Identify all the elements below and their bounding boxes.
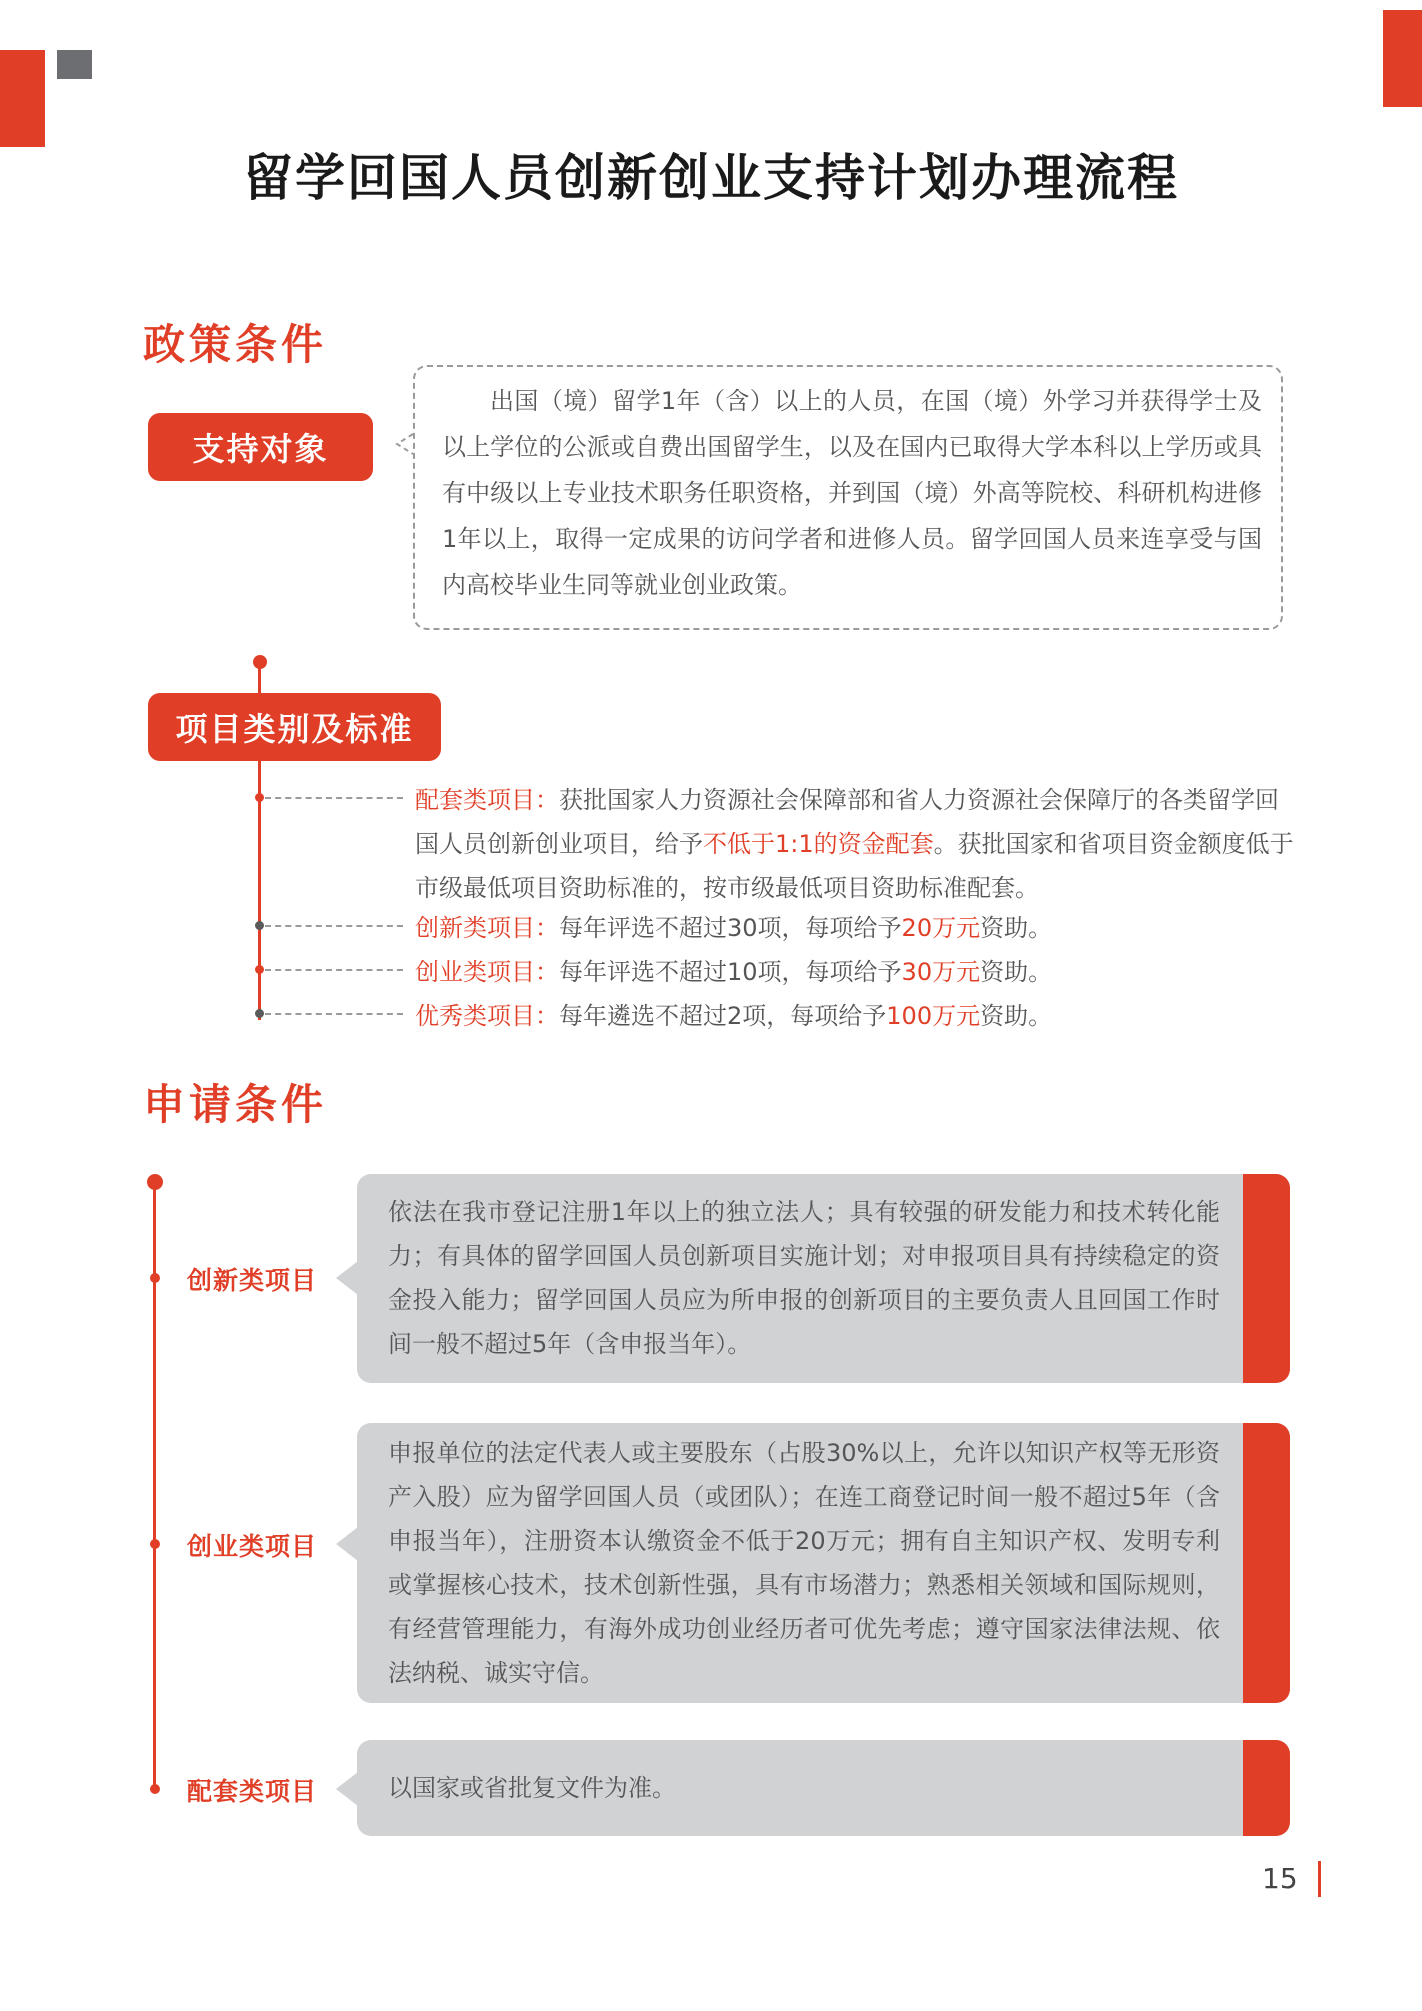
category-text: 每年遴选不超过2项，每项给予 [559, 1002, 887, 1030]
support-target-text: 出国（境）留学1年（含）以上的人员，在国（境）外学习并获得学士及以上学位的公派或自费出国留学生，以及在国内已取得大学本科以上学历或具有中级以上专业技术职务任职资格，并到国（境）外高等院校、科研机构进修1年以上，取得一定成果的访问学者和进修人员。留学回国人员来连享受与国内高校毕业生同等就业创业政策。 [442, 387, 1262, 599]
category-text: 资助。 [980, 958, 1053, 986]
category-item [415, 906, 1295, 950]
category-dot [255, 793, 264, 802]
category-text: 资助。 [980, 914, 1053, 942]
page-number-divider [1318, 1861, 1321, 1897]
speech-pointer-icon [336, 1527, 358, 1561]
box-accent-strip [1243, 1740, 1290, 1836]
section-heading-policy: 政策条件 [143, 320, 328, 369]
category-name: 创新类项目： [415, 914, 559, 942]
application-item-label: 配套类项目 [187, 1777, 318, 1806]
page-number: 15 [1262, 1862, 1298, 1895]
application-item-label: 创业类项目 [187, 1532, 318, 1561]
category-connector-line [265, 797, 403, 799]
category-text: 。获批国家和省项目资金额度低于市级最低项目资助标准的，按市级最低项目资助标准配套。 [415, 830, 1294, 902]
application-dot [150, 1784, 160, 1794]
category-text: 资助。 [980, 1002, 1053, 1030]
category-name: 创业类项目： [415, 958, 559, 986]
box-accent-strip [1243, 1174, 1290, 1383]
category-dot [255, 1009, 264, 1018]
speech-pointer-icon [336, 1772, 358, 1806]
application-item-label: 创新类项目 [187, 1266, 318, 1295]
category-dot [255, 965, 264, 974]
category-text: 获批国家人力资源社会保障部和省人力资源社会保障厅的各类留学回国人员创新创业项目，给予 [415, 786, 1279, 858]
category-highlight: 100万元 [886, 1002, 981, 1030]
application-dot [150, 1273, 160, 1283]
decorative-gray-square [57, 50, 92, 79]
category-name: 配套类项目： [415, 786, 559, 814]
category-text: 每年评选不超过10项，每项给予 [559, 958, 902, 986]
category-connector-line [265, 925, 403, 927]
application-item-text: 申报单位的法定代表人或主要股东（占股30%以上，允许以知识产权等无形资产入股）应为留学回国人员（或团队）；在连工商登记时间一般不超过5年（含申报当年），注册资本认缴资金不低于20万元；拥有自主知识产权、发明专利或掌握核心技术，技术创新性强，具有市场潜力；熟悉相关领域和国际规则，有经营管理能力，有海外成功创业经历者可优先考虑；遵守国家法律法规、依法纳税、诚实守信。 [388, 1439, 1220, 1687]
category-highlight: 30万元 [901, 958, 981, 986]
category-name: 优秀类项目： [415, 1002, 559, 1030]
category-item [415, 950, 1295, 994]
application-dot [150, 1539, 160, 1549]
box-accent-strip [1243, 1423, 1290, 1703]
application-item-text: 依法在我市登记注册1年以上的独立法人；具有较强的研发能力和技术转化能力；有具体的留学回国人员创新项目实施计划；对申报项目具有持续稳定的资金投入能力；留学回国人员应为所申报的创新项目的主要负责人且回国工作时间一般不超过5年（含申报当年）。 [388, 1198, 1220, 1358]
category-item [415, 778, 1295, 910]
category-standard-label: 项目类别及标准 [148, 693, 441, 761]
category-text: 每年评选不超过30项，每项给予 [559, 914, 902, 942]
category-highlight: 不低于1:1的资金配套 [703, 830, 934, 858]
category-connector-line [265, 1013, 403, 1015]
application-item-text: 以国家或省批复文件为准。 [388, 1774, 676, 1802]
category-connector-line [265, 969, 403, 971]
support-target-label: 支持对象 [148, 413, 373, 481]
decorative-red-bar-left [0, 50, 45, 147]
application-item-box [357, 1740, 1290, 1836]
category-highlight: 20万元 [901, 914, 981, 942]
page-title: 留学回国人员创新创业支持计划办理流程 [243, 149, 1179, 207]
category-dot [255, 921, 264, 930]
application-item-box [357, 1174, 1290, 1383]
application-item-box [357, 1423, 1290, 1703]
category-item [415, 994, 1295, 1038]
decorative-red-bar-right [1383, 10, 1422, 107]
section-heading-application: 申请条件 [143, 1080, 328, 1129]
speech-pointer-icon [336, 1261, 358, 1295]
